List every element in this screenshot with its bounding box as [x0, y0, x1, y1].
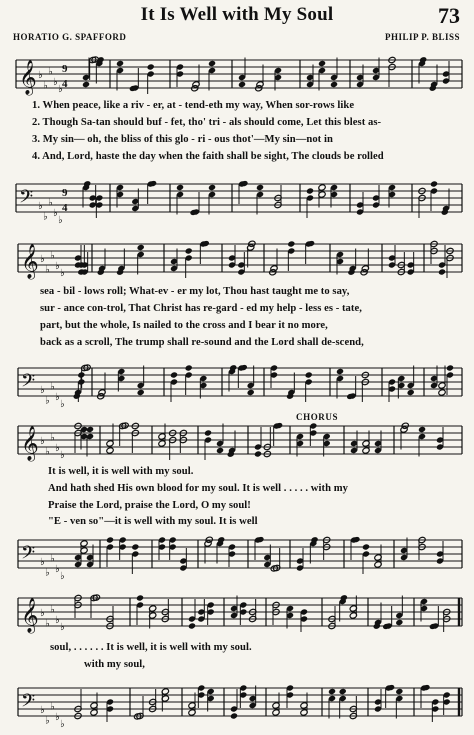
flat-sign: ♭ — [40, 436, 45, 447]
treble-staff-system-4 — [0, 590, 474, 640]
flat-sign: ♭ — [40, 385, 45, 396]
note-head — [287, 240, 295, 247]
note-head — [106, 536, 114, 543]
note-head — [256, 184, 264, 191]
note-head — [131, 543, 139, 550]
note-head — [247, 389, 255, 396]
flat-sign: ♭ — [55, 615, 60, 626]
note-head — [238, 81, 246, 88]
flat-sign: ♭ — [60, 268, 65, 279]
note-head — [185, 364, 193, 371]
flat-sign: ♭ — [55, 564, 60, 575]
bass-staff-system-1 — [0, 176, 474, 226]
flat-sign: ♭ — [45, 618, 50, 630]
note-head — [230, 712, 238, 719]
lyric-verse-4-line-1: 4. And, Lord, haste the day when the faith shall be sight, The clouds be rolled — [32, 151, 384, 162]
note-head — [188, 622, 196, 629]
note-head — [147, 63, 155, 70]
flat-sign: ♭ — [45, 446, 50, 458]
flat-sign: ♭ — [60, 450, 65, 461]
flat-sign: ♭ — [55, 392, 60, 403]
note-head — [116, 60, 124, 67]
note-head — [204, 429, 212, 436]
composer-credit: PHILIP P. BLISS — [385, 32, 460, 42]
flat-sign: ♭ — [38, 70, 43, 81]
chorus-label: CHORUS — [296, 412, 339, 422]
flat-sign: ♭ — [60, 622, 65, 633]
flat-sign: ♭ — [50, 701, 55, 713]
lyric-final-line-1: soul, . . . . . . It is well, it is well with my soul. — [50, 642, 252, 653]
flat-sign: ♭ — [45, 395, 50, 407]
flat-sign: ♭ — [60, 571, 65, 582]
flat-sign: ♭ — [55, 443, 60, 454]
flat-sign: ♭ — [45, 264, 50, 276]
lyricist-credit: HORATIO G. SPAFFORD — [13, 32, 127, 42]
note-head — [137, 244, 145, 251]
lyric-verse-2-line-2: sur - ance con-trol, That Christ has re-gard - ed my help - less es - tate, — [40, 303, 362, 314]
note-head — [185, 247, 193, 254]
note-head — [106, 447, 114, 454]
treble-staff-system-3 — [0, 418, 474, 468]
bass-clef: 𝄢 — [21, 371, 36, 396]
lyric-verse-3-line-1: 3. My sin— oh, the bliss of this glo - ri - ous thot'—My sin—not in — [32, 134, 333, 145]
note-head — [362, 543, 370, 550]
note-head — [336, 368, 344, 375]
flat-sign: ♭ — [43, 211, 48, 223]
time-signature-bottom: 4 — [62, 202, 68, 214]
bass-staff-system-4 — [0, 680, 474, 730]
treble-clef: 𝄞 — [21, 426, 39, 461]
flat-sign: ♭ — [50, 381, 55, 393]
note-head — [208, 60, 216, 67]
flat-sign: ♭ — [38, 201, 43, 212]
note-head — [318, 60, 326, 67]
flat-sign: ♭ — [53, 208, 58, 219]
bass-staff-system-2 — [0, 360, 474, 410]
lyric-verse-4-line-2: back as a scroll, The trump shall re-sound and the Lord shall de-scend, — [40, 337, 364, 348]
flat-sign: ♭ — [40, 557, 45, 568]
note-head — [305, 371, 313, 378]
note-head — [438, 268, 446, 275]
flat-sign: ♭ — [58, 84, 63, 95]
note-head — [418, 426, 426, 433]
flat-sign: ♭ — [50, 432, 55, 444]
note-head — [82, 81, 90, 88]
flat-sign: ♭ — [48, 66, 53, 78]
treble-staff-system-1 — [0, 52, 474, 102]
flat-sign: ♭ — [53, 77, 58, 88]
note-head — [137, 389, 145, 396]
note-head — [170, 371, 178, 378]
note-head — [446, 364, 454, 371]
flat-sign: ♭ — [60, 719, 65, 730]
flat-sign: ♭ — [40, 608, 45, 619]
treble-clef: 𝄞 — [19, 60, 37, 95]
note-head — [86, 426, 94, 433]
hymn-title: It Is Well with My Soul — [140, 4, 334, 25]
flat-sign: ♭ — [60, 399, 65, 410]
note-head — [216, 447, 224, 454]
treble-staff-system-2 — [0, 236, 474, 286]
note-head — [339, 688, 347, 695]
bass-clef: 𝄢 — [21, 543, 36, 568]
time-signature-top: 9 — [62, 187, 68, 199]
note-head — [176, 184, 184, 191]
note-head — [407, 389, 415, 396]
flat-sign: ♭ — [40, 705, 45, 716]
flat-sign: ♭ — [43, 80, 48, 92]
lyric-verse-1-line-1: 1. When peace, like a riv - er, at - tend-eth my way, When sor-rows like — [32, 100, 355, 111]
time-signature-bottom: 4 — [62, 78, 68, 90]
bass-clef: 𝄢 — [19, 187, 34, 212]
flat-sign: ♭ — [50, 553, 55, 565]
note-head — [208, 184, 216, 191]
note-head — [438, 389, 446, 396]
treble-clef: 𝄞 — [21, 244, 39, 279]
note-head — [430, 180, 438, 187]
flat-sign: ♭ — [58, 215, 63, 226]
bass-staff-system-3 — [0, 532, 474, 582]
lyric-verse-1-line-2: sea - bil - lows roll; What-ev - er my lot, Thou hast taught me to say, — [40, 286, 350, 297]
note-head — [328, 688, 336, 695]
lyric-refrain-line-2: And hath shed His own blood for my soul. It is well . . . . . with my — [48, 483, 348, 494]
flat-sign: ♭ — [45, 567, 50, 579]
flat-sign: ♭ — [55, 712, 60, 723]
note-head — [395, 619, 403, 626]
lyric-refrain-line-4: "E - ven so"—it is well with my soul. It is well — [48, 516, 258, 527]
treble-clef: 𝄞 — [21, 598, 39, 633]
lyric-verse-3-line-2: part, but the whole, Is nailed to the cross and I bear it no more, — [40, 320, 328, 331]
flat-sign: ♭ — [50, 604, 55, 616]
lyric-refrain-line-1: It is well, it is well with my soul. — [48, 466, 194, 477]
note-head — [395, 688, 403, 695]
flat-sign: ♭ — [50, 250, 55, 262]
lyric-verse-2-line-1: 2. Though Sa-tan should buf - fet, tho' tri - als should come, Let this blest as- — [32, 117, 382, 128]
flat-sign: ♭ — [48, 197, 53, 209]
lyric-refrain-line-3: Praise the Lord, praise the Lord, O my soul! — [48, 500, 251, 511]
flat-sign: ♭ — [55, 261, 60, 272]
lyric-final-line-2: with my soul, — [84, 659, 145, 670]
note-head — [306, 187, 314, 194]
note-head — [254, 450, 262, 457]
flat-sign: ♭ — [45, 715, 50, 727]
time-signature-top: 9 — [62, 63, 68, 75]
bass-clef: 𝄢 — [21, 691, 36, 716]
note-head — [136, 594, 144, 601]
note-head — [330, 81, 338, 88]
page-number: 73 — [438, 3, 460, 28]
flat-sign: ♭ — [40, 254, 45, 265]
